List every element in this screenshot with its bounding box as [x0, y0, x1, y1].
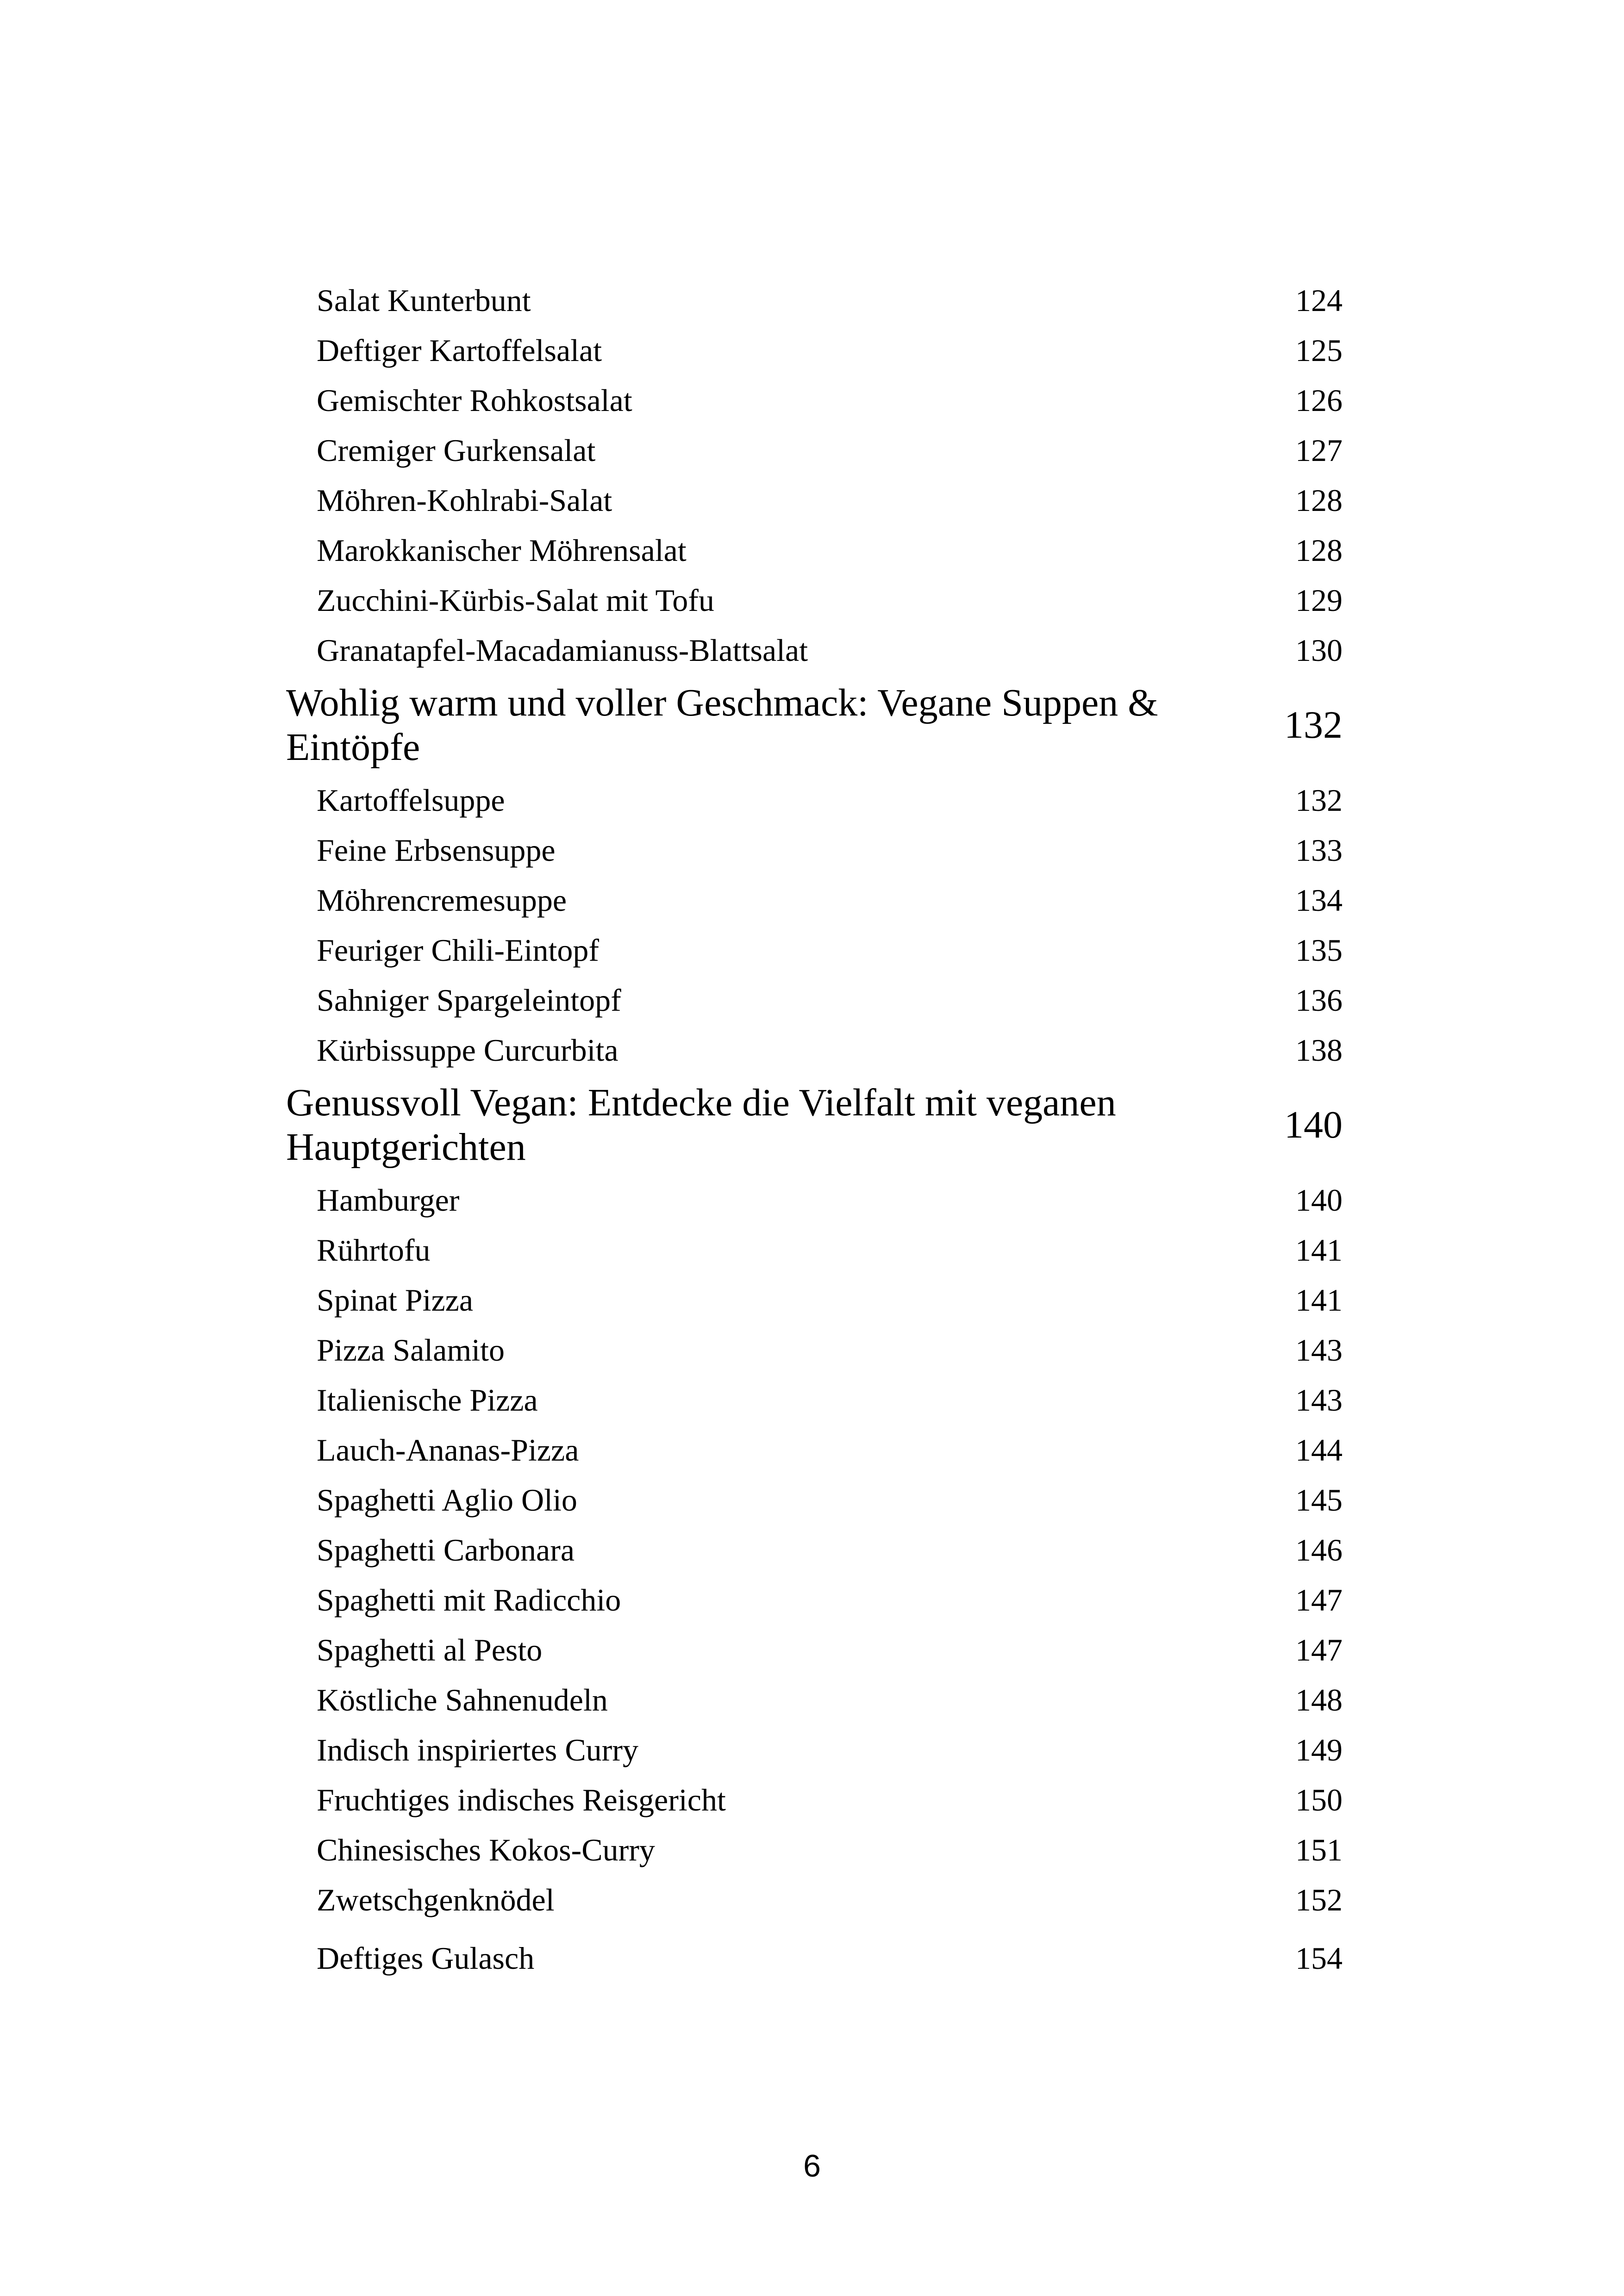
toc-entry-title: Feuriger Chili-Eintopf: [317, 933, 600, 968]
toc-entry-page: 138: [1295, 1033, 1343, 1068]
toc-entry-page: 136: [1295, 983, 1343, 1018]
toc-entry-page: 132: [1295, 783, 1343, 818]
toc-entry-title: Spaghetti mit Radicchio: [317, 1582, 621, 1618]
toc-entry[interactable]: [286, 875, 1343, 925]
toc-entry-title: Salat Kunterbunt: [317, 283, 531, 318]
toc-entry[interactable]: [286, 925, 1343, 975]
toc-entry-page: 128: [1295, 483, 1343, 518]
toc-entry[interactable]: [286, 1375, 1343, 1425]
toc-entry-title: Sahniger Spargeleintopf: [317, 983, 621, 1018]
toc-entry[interactable]: [286, 475, 1343, 525]
toc-entry-title: Feine Erbsensuppe: [317, 833, 556, 868]
toc-entry-title: Spaghetti al Pesto: [317, 1632, 543, 1668]
toc-entry-title: Cremiger Gurkensalat: [317, 433, 596, 468]
toc-entry[interactable]: [286, 1325, 1343, 1375]
toc-entry[interactable]: [286, 1675, 1343, 1725]
toc-entry-page: 129: [1295, 583, 1343, 618]
toc-chapter-heading[interactable]: [286, 1075, 1343, 1175]
toc-entry-page: 149: [1295, 1732, 1343, 1767]
toc-entry-title: Köstliche Sahnenudeln: [317, 1682, 608, 1717]
toc-chapter-page: 132: [1284, 703, 1343, 747]
toc-entry-title: Rührtofu: [317, 1232, 431, 1268]
toc-entry-page: 125: [1295, 333, 1343, 368]
toc-entry[interactable]: [286, 1725, 1343, 1775]
toc-entry-title: Lauch-Ananas-Pizza: [317, 1432, 579, 1468]
toc-entry[interactable]: [286, 1225, 1343, 1275]
toc-entry[interactable]: [286, 375, 1343, 425]
toc-entry-page: 127: [1295, 433, 1343, 468]
toc-entry[interactable]: [286, 1525, 1343, 1575]
toc-entry[interactable]: [286, 1775, 1343, 1825]
toc-entry-title: Marokkanischer Möhrensalat: [317, 533, 687, 568]
toc-entry-page: 134: [1295, 883, 1343, 918]
toc-entry-title: Kürbissuppe Curcurbita: [317, 1033, 618, 1068]
toc-entry-title: Pizza Salamito: [317, 1332, 505, 1368]
toc-entry-page: 143: [1295, 1382, 1343, 1418]
toc-entry[interactable]: [286, 1175, 1343, 1225]
toc-entry[interactable]: [286, 425, 1343, 475]
toc-entry-title: Granatapfel-Macadamianuss-Blattsalat: [317, 633, 808, 668]
toc-entry[interactable]: [286, 325, 1343, 375]
toc-entry-title: Zucchini-Kürbis-Salat mit Tofu: [317, 583, 714, 618]
toc-entry[interactable]: [286, 825, 1343, 875]
toc-chapter-title: Wohlig warm und voller Geschmack: Vegane Suppen & Eintöpfe: [286, 681, 1158, 769]
toc-entry-page: 143: [1295, 1332, 1343, 1368]
toc-entry-title: Spaghetti Aglio Olio: [317, 1482, 577, 1518]
toc-entry-page: 146: [1295, 1532, 1343, 1568]
toc-entry-page: 140: [1295, 1182, 1343, 1218]
toc-chapter-page: 140: [1284, 1103, 1343, 1146]
toc-entry-page: 126: [1295, 383, 1343, 418]
toc-entry[interactable]: [286, 975, 1343, 1025]
toc-entry-page: 130: [1295, 633, 1343, 668]
toc-entry-page: 147: [1295, 1632, 1343, 1668]
toc-entry[interactable]: [286, 1825, 1343, 1875]
toc-entry[interactable]: [286, 1875, 1343, 1925]
toc-entry[interactable]: [286, 525, 1343, 575]
toc-entry-title: Möhren-Kohlrabi-Salat: [317, 483, 612, 518]
toc-entry-title: Zwetschgenknödel: [317, 1882, 555, 1917]
toc-entry-page: 141: [1295, 1232, 1343, 1268]
toc-entry-title: Spinat Pizza: [317, 1282, 474, 1318]
toc-entry[interactable]: [286, 1025, 1343, 1075]
toc-entry-page: 152: [1295, 1882, 1343, 1917]
toc-entry-page: 124: [1295, 283, 1343, 318]
toc-entry[interactable]: [286, 1625, 1343, 1675]
toc-entry-page: 133: [1295, 833, 1343, 868]
toc-entry-page: 144: [1295, 1432, 1343, 1468]
toc-entry-page: 154: [1295, 1941, 1343, 1976]
toc-chapter-heading[interactable]: [286, 675, 1343, 775]
toc-entry-page: 148: [1295, 1682, 1343, 1717]
toc-entry-title: Deftiger Kartoffelsalat: [317, 333, 602, 368]
toc-entry-title: Kartoffelsuppe: [317, 783, 505, 818]
toc-entry-page: 141: [1295, 1282, 1343, 1318]
toc-chapter-title: Genussvoll Vegan: Entdecke die Vielfalt mit veganen Hauptgerichten: [286, 1081, 1116, 1169]
toc-entry[interactable]: [286, 1575, 1343, 1625]
toc-entry-title: Fruchtiges indisches Reisgericht: [317, 1782, 726, 1817]
table-of-contents: [286, 275, 1343, 1983]
toc-entry-title: Gemischter Rohkostsalat: [317, 383, 632, 418]
toc-entry-title: Chinesisches Kokos-Curry: [317, 1832, 655, 1867]
toc-entry[interactable]: [286, 1425, 1343, 1475]
toc-entry-title: Deftiges Gulasch: [317, 1941, 535, 1976]
toc-entry-title: Spaghetti Carbonara: [317, 1532, 575, 1568]
toc-entry-title: Italienische Pizza: [317, 1382, 538, 1418]
toc-entry-page: 145: [1295, 1482, 1343, 1518]
toc-entry-page: 151: [1295, 1832, 1343, 1867]
toc-entry-title: Indisch inspiriertes Curry: [317, 1732, 638, 1767]
toc-entry[interactable]: [286, 625, 1343, 675]
toc-entry-title: Möhrencremesuppe: [317, 883, 567, 918]
toc-entry[interactable]: [286, 275, 1343, 325]
toc-entry[interactable]: [286, 775, 1343, 825]
toc-entry-page: 150: [1295, 1782, 1343, 1817]
toc-entry[interactable]: [286, 1933, 1343, 1983]
toc-entry[interactable]: [286, 1475, 1343, 1525]
toc-entry-page: 147: [1295, 1582, 1343, 1618]
toc-entry-title: Hamburger: [317, 1182, 460, 1218]
page-number: 6: [803, 2148, 821, 2184]
toc-entry[interactable]: [286, 575, 1343, 625]
toc-entry-page: 128: [1295, 533, 1343, 568]
toc-entry[interactable]: [286, 1275, 1343, 1325]
toc-entry-page: 135: [1295, 933, 1343, 968]
